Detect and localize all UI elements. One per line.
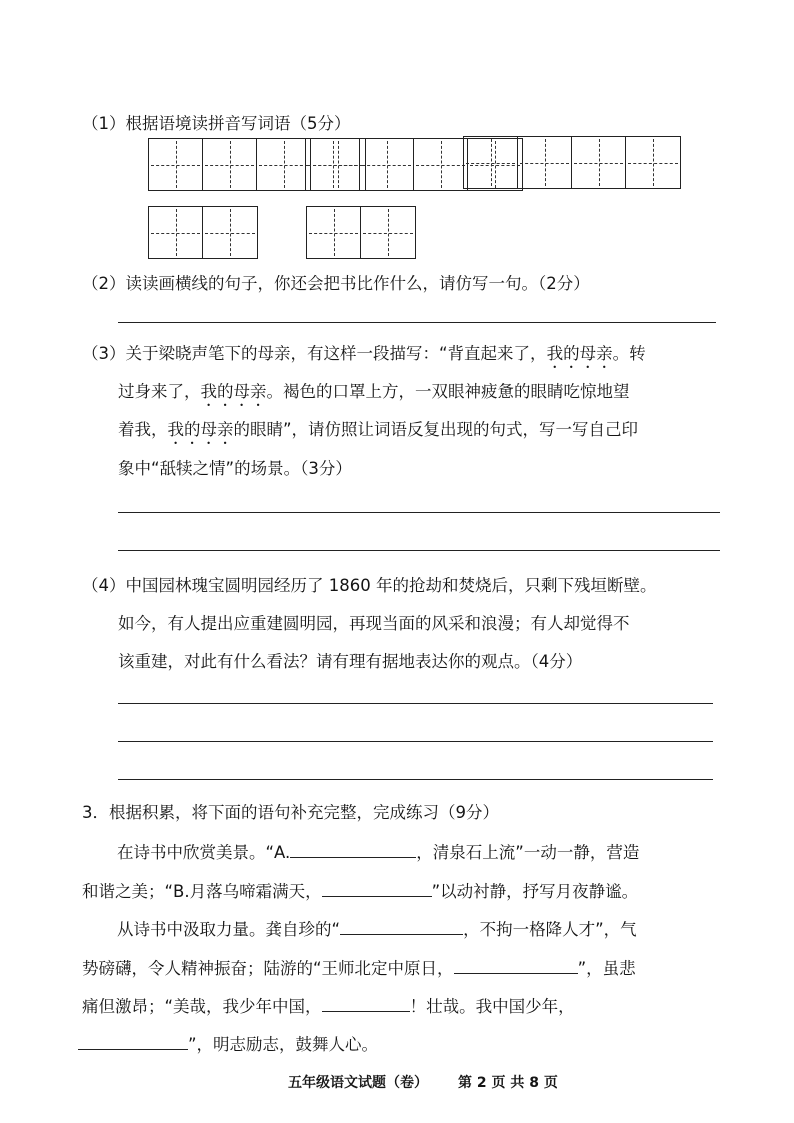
q3-text: 的眼睛”，请仿照让词语反复出现的句式，写一写自己印 — [233, 420, 639, 439]
section-3-heading: 3．根据积累，将下面的语句补充完整，完成练习（9分） — [82, 803, 499, 822]
section-3-p2-line-4 — [78, 1031, 378, 1055]
question-4-line-3: 该重建，对此有什么看法？请有理有据地表达你的观点。（4分） — [118, 652, 583, 671]
question-4-label: （4） — [82, 576, 126, 595]
question-4-line-1 — [82, 572, 656, 596]
question-2-text: 读读画横线的句子，你还会把书比作什么，请仿写一句。（2分） — [125, 274, 590, 293]
q3-emphasis: 我的母亲 — [200, 382, 267, 401]
s3-text: ”，虽悲 — [577, 959, 636, 979]
question-2 — [82, 270, 590, 294]
question-3-line-3 — [118, 416, 638, 448]
answer-line-q3-2[interactable] — [118, 550, 720, 551]
section-3-p2-line-2 — [82, 955, 636, 979]
q4-text: 中国园林瑰宝圆明园经历了 1860 年的抢劫和焚烧后，只剩下残垣断壁。 — [125, 576, 657, 595]
section-3-p1-line-1 — [117, 839, 639, 863]
fill-blank-lu[interactable] — [454, 955, 578, 974]
section-3-p2-line-3 — [82, 993, 575, 1017]
s3-text: ，不拘一格降人才”，气 — [463, 920, 637, 940]
fill-blank-b[interactable] — [322, 878, 432, 897]
fill-blank-shaonian[interactable] — [322, 993, 410, 1012]
question-3-line-1 — [82, 340, 646, 372]
pinyin-grid-4[interactable] — [148, 206, 258, 259]
fill-blank-a[interactable] — [290, 839, 416, 858]
section-3-p2-line-1 — [117, 916, 637, 940]
question-1-label: （1） — [82, 114, 126, 133]
question-3-line-2 — [118, 378, 630, 410]
question-2-label: （2） — [82, 274, 126, 293]
s3-text: 和谐之美；“B.月落乌啼霜满天， — [82, 882, 322, 902]
q3-emphasis: 我的母亲 — [546, 344, 613, 363]
fill-blank-shaonian-2[interactable] — [78, 1031, 188, 1050]
footer-exam-title: 五年级语文试题（卷） — [288, 1075, 428, 1091]
fill-blank-gong[interactable] — [340, 916, 463, 935]
answer-line-q2[interactable] — [118, 322, 716, 323]
footer-page-number: 第 2 页 共 8 页 — [458, 1075, 558, 1091]
answer-line-q4-3[interactable] — [118, 779, 713, 780]
q3-text: 。转 — [612, 344, 646, 363]
question-3-line-4: 象中“舐犊之情”的场景。（3分） — [118, 459, 352, 478]
s3-text: ，清泉石上流”一动一静，营造 — [416, 843, 640, 863]
s3-text: 从诗书中汲取力量。龚自珍的“ — [117, 920, 341, 940]
s3-text: ”以动衬静，抒写月夜静谧。 — [431, 882, 639, 902]
answer-line-q4-2[interactable] — [118, 741, 713, 742]
question-4-line-2: 如今，有人提出应重建圆明园，再现当面的风采和浪漫；有人却觉得不 — [118, 614, 630, 633]
q3-emphasis: 我的母亲 — [167, 420, 234, 439]
s3-text: 在诗书中欣赏美景。“A. — [117, 843, 291, 863]
s3-text: ”，明志励志，鼓舞人心。 — [188, 1035, 379, 1055]
q3-text: 过身来了， — [118, 382, 201, 401]
question-3-label: （3） — [82, 344, 126, 363]
q3-text: 关于梁晓声笔下的母亲，有这样一段描写：“背直起来了， — [125, 344, 547, 363]
answer-line-q4-1[interactable] — [118, 703, 713, 704]
q3-text: 。褐色的口罩上方，一双眼神疲惫的眼睛吃惊地望 — [266, 382, 630, 401]
s3-text: 痛但激昂；“美哉，我少年中国， — [82, 997, 322, 1017]
question-1 — [82, 110, 351, 134]
pinyin-grid-3[interactable] — [463, 136, 681, 189]
pinyin-grid-5[interactable] — [306, 206, 416, 259]
s3-text: 势磅礴，令人精神振奋；陆游的“王师北定中原日， — [82, 959, 454, 979]
answer-line-q3-1[interactable] — [118, 512, 720, 513]
s3-text: ！壮哉。我中国少年， — [409, 997, 575, 1017]
question-1-text: 根据语境读拼音写词语（5分） — [125, 114, 351, 133]
section-3-p1-line-2 — [82, 878, 638, 902]
q3-text: 着我， — [118, 420, 168, 439]
